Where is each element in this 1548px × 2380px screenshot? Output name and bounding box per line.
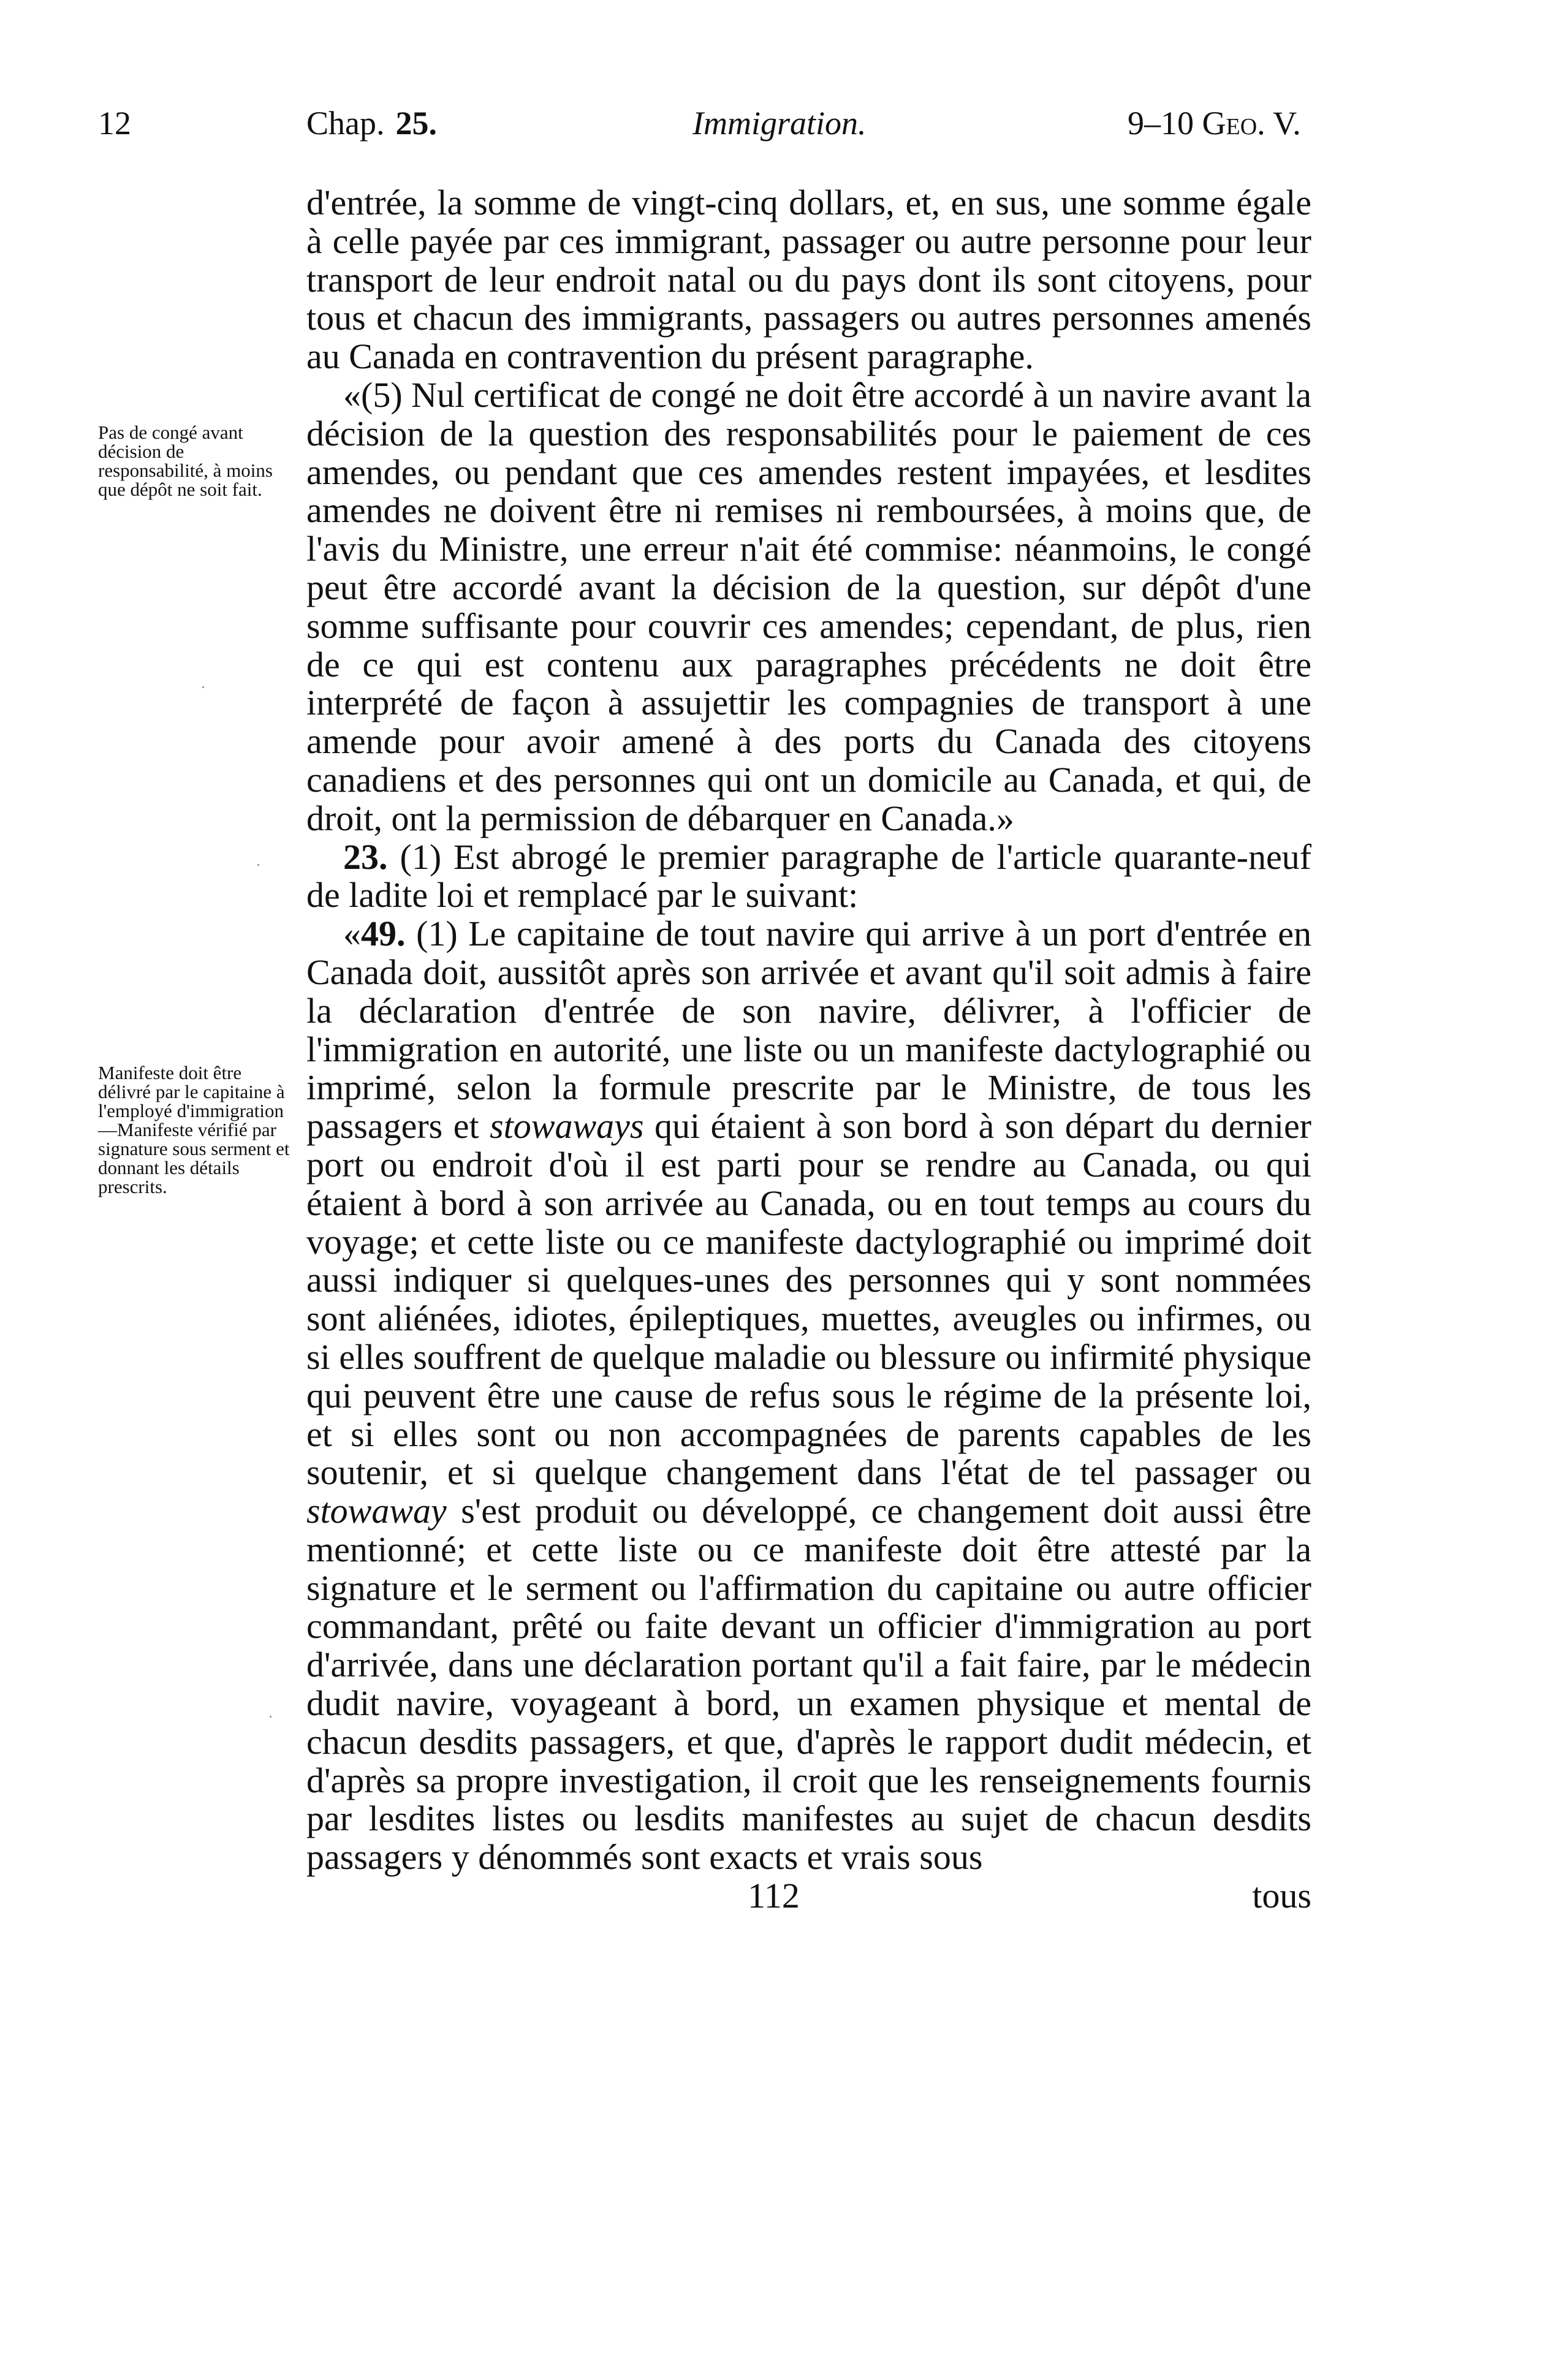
header-chapter-prefix: Chap. [306,105,385,142]
paragraph-subsection-5: «(5) Nul certificat de congé ne doit être accordé à un navire avant la décision de la question des responsabilités pour le paiement de ces amendes, ou pendant que ces amendes restent impayées, et lesdites amendes ne doivent être ni remises ni remboursées, à moins que, de l'avis du Ministre, une erreur n'ait été commise: néanmoins, le congé peut être accordé avant la décision de la question, sur dépôt d'une somme suffisante pour couvrir ces amendes; cependant, de plus, rien de ce qui est contenu aux paragraphes précédents ne doit être interprété de façon à assujettir les compagnies de transport à une amende pour avoir amené à des ports du Canada des citoyens canadiens et des personnes qui ont un domicile au Canada, et qui, de droit, ont la permission de débarquer en Canada.» [306,374,1311,838]
section-23-number: 23. [343,836,388,877]
margin-note-manifeste: Manifeste doit être délivré par le capitaine à l'employé d'immigration—Manifeste vérifié par signature sous serment et donnant les détails prescrits. [98,1062,290,1197]
section-23 [306,838,1311,915]
margin-note-conge: Pas de congé avant décision de responsabilité, à moins que dépôt ne soit fait. [98,422,273,500]
margin-mark [257,864,259,866]
paragraph-continuation: d'entrée, la somme de vingt-cinq dollars, et, en sus, une somme égale à celle payée par ces immigrant, passager ou autre personne pour leur transport de leur endroit natal ou du pays dont ils sont citoyens, pour tous et chacun des immigrants, passagers ou autres personnes amenés au Canada en contravention du présent paragraphe. [306,183,1311,377]
body-text [306,184,1311,1916]
section-49 [306,915,1311,1877]
page-footer-line [306,1877,1311,1916]
margin-mark [270,1716,271,1718]
running-header [0,104,1548,153]
header-page-number: 12 [98,105,131,142]
section-49-open-quote: « [343,914,361,954]
header-chapter [306,104,437,142]
footer-page-number: 112 [748,1876,800,1916]
catchword: tous [1252,1876,1311,1916]
margin-mark [202,686,204,688]
section-49-text-c: s'est produit ou développé, ce changement doit aussi être mentionné; et cette liste ou ce manifeste doit être attesté par la signature et le serment ou l'affirmation du capitaine ou autre officier commandant, prêté ou faite devant un officier d'immigration au port d'arrivée, dans une déclaration portant qu'il a fait faire, par le médecin dudit navire, voyageant à bord, un examen physique et mental de chacun desdits passagers, et que, d'après le rapport dudit médecin, et d'après sa propre investigation, il croit que les renseignements fournis par lesdites listes ou lesdits manifestes au sujet de chacun desdits passagers y dénommés sont exacts et vrais sous [306,1491,1311,1878]
section-49-number: 49. [361,914,406,954]
section-49-italic-stowaways: stowaways [490,1106,644,1146]
header-regnal-year: 9–10 Geo. V. [1128,105,1301,142]
header-title: Immigration. [692,105,867,142]
header-chapter-number: 25. [395,105,437,142]
section-49-text-b: qui étaient à son bord à son départ du dernier port ou endroit d'où il est parti pour se rendre au Canada, ou qui étaient à bord à son arrivée au Canada, ou en tout temps au cours du voyage; et cette liste ou ce manifeste dactylographié ou imprimé doit aussi indiquer si quelques-unes des personnes qui y sont nommées sont aliénées, idiotes, épileptiques, muettes, aveugles ou infirmes, ou si elles souffrent de quelque maladie ou blessure ou infirmité physique qui peuvent être une cause de refus sous le régime de la présente loi, et si elles sont ou non accompagnées de parents capables de les soutenir, et si quelque changement dans l'état de tel passager ou [306,1106,1312,1493]
section-49-text-a: (1) Le capitaine de tout navire qui arrive à un port d'entrée en Canada doit, aussitôt après son arrivée et avant qu'il soit admis à faire la déclaration d'entrée de son navire, délivrer, à l'officier de l'immigration en autorité, une liste ou un manifeste dactylographié ou imprimé, selon la formule prescrite par le Ministre, de tous les passagers et [306,914,1312,1146]
section-49-italic-stowaway: stowaway [306,1491,447,1531]
section-23-text: (1) Est abrogé le premier paragraphe de l'article quarante-neuf de ladite loi et remplacé par le suivant: [306,836,1312,915]
